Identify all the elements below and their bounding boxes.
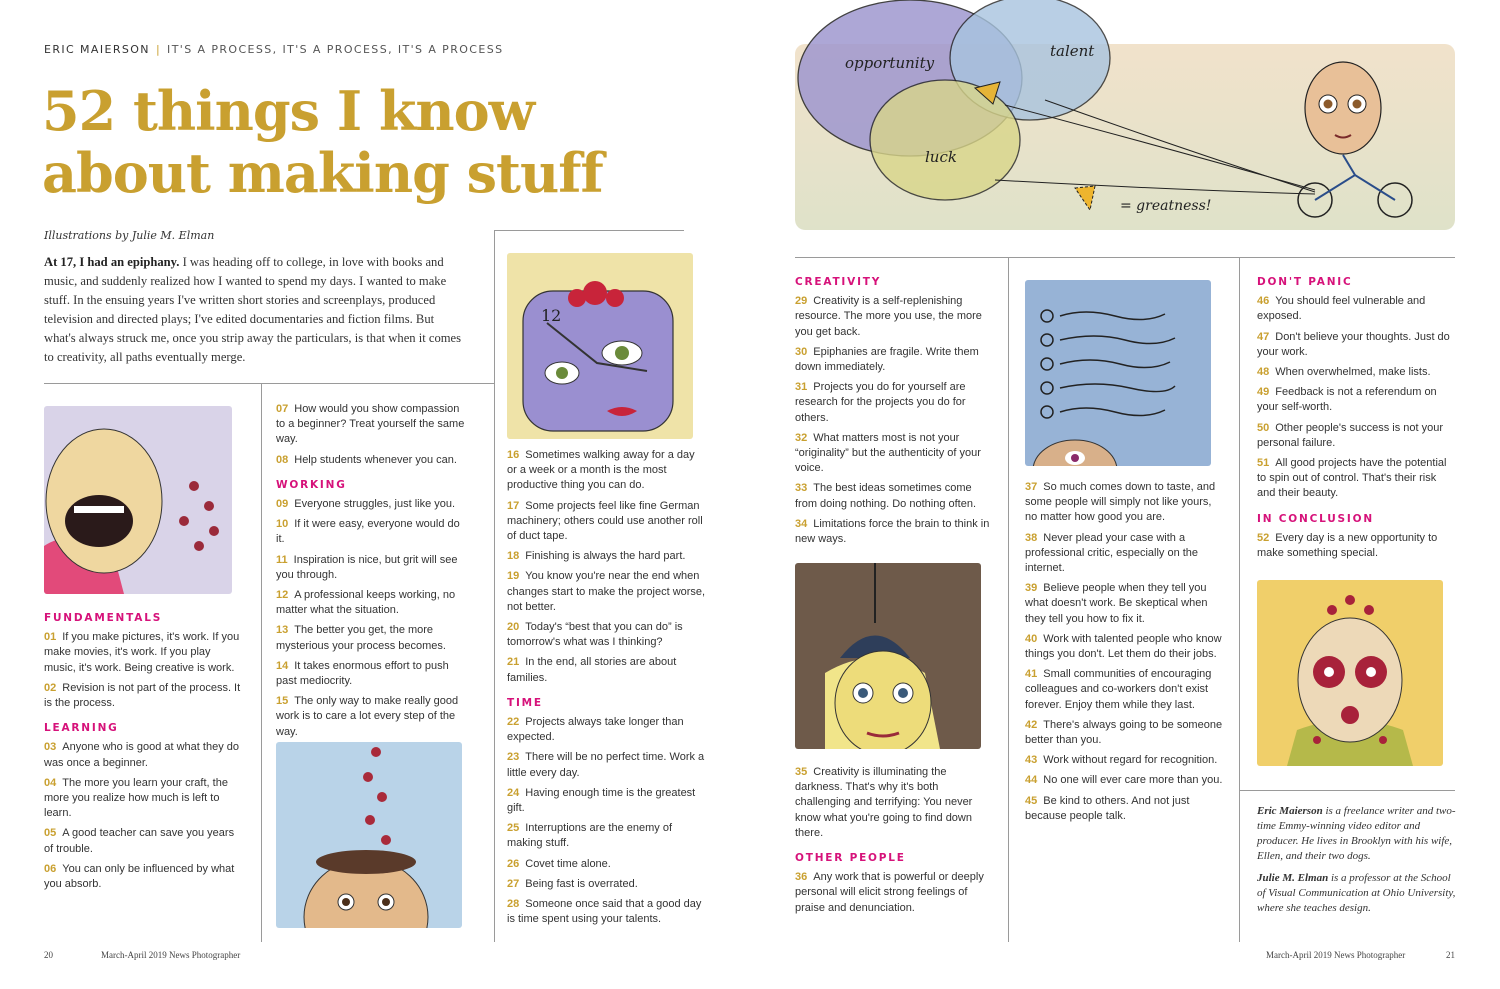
kicker-series: IT'S A PROCESS, IT'S A PROCESS, IT'S A PROCESS <box>167 43 504 56</box>
item-text: So much comes down to taste, and some people will simply not like yours, no matter how good you are. <box>1025 481 1216 524</box>
item-number: 45 <box>1025 794 1038 807</box>
item-number: 35 <box>795 766 808 778</box>
list-item-05 <box>44 826 244 856</box>
list-item-11 <box>276 553 471 583</box>
section-heading-working: WORKING <box>276 478 347 491</box>
column-working <box>276 402 471 745</box>
list-item-49 <box>1257 385 1457 415</box>
item-number: 50 <box>1257 421 1270 434</box>
rule-col3-left <box>494 230 495 942</box>
page-number-left: 20 <box>44 950 53 960</box>
rule-col5-left <box>1008 257 1009 942</box>
item-number: 41 <box>1025 668 1038 681</box>
item-number: 24 <box>507 786 520 799</box>
item-text: Don't believe your thoughts. Just do your work. <box>1257 330 1450 358</box>
list-item-22 <box>507 715 707 745</box>
item-number: 04 <box>44 776 57 789</box>
intro-body: I was heading off to college, in love with books and music, and suddenly realized how I wanted to spend my days. I wanted to make stuff. In the ensuing years I've written short stories and screenplays, produced television and directed plays; I've edited documentaries and fiction films. But what's always struck me, once you strip away the particulars, is that when it comes to creativity, all paths eventually merge. <box>44 255 462 364</box>
bio-julie-text: is a professor at the School of Visual Communication at Ohio University, where she teaches design. <box>1257 872 1456 914</box>
item-number: 16 <box>507 449 520 461</box>
item-text: Interruptions are the enemy of making stuff. <box>507 822 672 850</box>
item-number: 11 <box>276 553 288 566</box>
item-number: 51 <box>1257 457 1270 470</box>
item-number: 37 <box>1025 481 1038 493</box>
illustration-shouting-face-drawing <box>44 406 232 594</box>
list-item-12 <box>276 588 471 618</box>
item-text: Someone once said that a good day is time spent using your talents. <box>507 898 702 926</box>
item-text: It takes enormous effort to push past mediocrity. <box>276 659 449 688</box>
column-creativity <box>795 275 995 552</box>
kicker-divider: | <box>155 43 162 56</box>
rule-bio-top <box>1239 790 1455 791</box>
item-text: Projects always take longer than expected. <box>507 716 684 744</box>
item-number: 38 <box>1025 531 1038 544</box>
item-number: 10 <box>276 518 289 531</box>
section-heading-fundamentals: FUNDAMENTALS <box>44 612 163 624</box>
illustration-flowers-rising <box>276 742 462 928</box>
title-line-1: 52 things I know <box>42 79 535 143</box>
item-text: The more you learn your craft, the more you realize how much is left to learn. <box>44 776 228 820</box>
list-item-48 <box>1257 365 1457 380</box>
item-text: If you make pictures, it's work. If you make movies, it's work. If you play music, it's work. Being creative is work. <box>44 631 240 674</box>
item-number: 23 <box>507 751 520 764</box>
item-number: 52 <box>1257 531 1270 544</box>
item-number: 15 <box>276 695 289 708</box>
item-text: Work with talented people who know things you don't. Let them do their jobs. <box>1025 632 1222 661</box>
illustration-credit: Illustrations by Julie M. Elman <box>44 229 215 242</box>
item-number: 09 <box>276 498 289 511</box>
item-text: Other people's success is not your personal failure. <box>1257 421 1444 449</box>
item-number: 01 <box>44 631 57 644</box>
section-heading-learning: LEARNING <box>44 722 119 735</box>
item-text: You should feel vulnerable and exposed. <box>1257 295 1426 323</box>
list-item-18 <box>507 549 707 564</box>
list-item-43 <box>1025 753 1225 768</box>
list-item-25 <box>507 821 707 851</box>
list-item-27 <box>507 877 707 892</box>
item-text: Help students whenever you can. <box>294 453 457 466</box>
publication-left: March-April 2019 News Photographer <box>101 950 241 960</box>
title-line-2: about making stuff <box>42 141 603 205</box>
article-title <box>42 80 762 204</box>
item-number: 46 <box>1257 295 1270 308</box>
item-text: You know you're near the end when changes start to make the project worse, not better. <box>507 570 706 613</box>
illustration-flower-eyes-drawing <box>1257 580 1443 766</box>
kicker-author: ERIC MAIERSON <box>44 43 150 56</box>
list-item-28 <box>507 897 707 927</box>
column-time <box>507 448 707 932</box>
item-text: Work without regard for recognition. <box>1043 754 1218 767</box>
item-number: 05 <box>44 827 57 840</box>
item-number: 25 <box>507 822 520 835</box>
item-text: A professional keeps working, no matter what the situation. <box>276 589 456 617</box>
item-number: 27 <box>507 877 520 890</box>
item-number: 42 <box>1025 718 1038 731</box>
list-item-36 <box>795 870 995 916</box>
item-text: No one will ever care more than you. <box>1043 774 1223 787</box>
item-text: Sometimes walking away for a day or a week or a month is the most productive thing you can do. <box>507 449 695 492</box>
author-bios <box>1257 804 1457 923</box>
list-item-16 <box>507 448 707 494</box>
list-item-42 <box>1025 718 1225 748</box>
list-item-38 <box>1025 531 1225 577</box>
item-number: 32 <box>795 431 808 444</box>
section-heading-don-t-panic: DON'T PANIC <box>1257 276 1353 288</box>
item-number: 02 <box>44 681 57 694</box>
item-text: Projects you do for yourself are research for the projects you do for others. <box>795 381 966 424</box>
hero-label-luck: luck <box>925 148 957 166</box>
item-text: Everyone struggles, just like you. <box>294 498 456 511</box>
item-text: You can only be influenced by what you absorb. <box>44 862 235 891</box>
rule-col6-left <box>1239 257 1240 942</box>
item-number: 34 <box>795 517 808 530</box>
hero-balloon-illustration <box>795 0 1455 230</box>
item-text: The only way to make really good work is to care a lot every step of the way. <box>276 695 459 738</box>
item-number: 33 <box>795 482 808 495</box>
list-item-09 <box>276 497 471 512</box>
item-text: There's always going to be someone better than you. <box>1025 718 1223 747</box>
hero-label-opportunity: opportunity <box>845 54 935 72</box>
item-number: 19 <box>507 570 520 583</box>
illustration-flowers-rising-drawing <box>276 742 462 928</box>
item-number: 49 <box>1257 386 1270 399</box>
item-number: 48 <box>1257 366 1270 379</box>
item-number: 21 <box>507 656 520 669</box>
rule-intro-bottom <box>44 383 494 384</box>
illustration-clock-face-drawing <box>507 253 693 439</box>
hero-balloon-drawing <box>795 0 1455 230</box>
item-text: Creativity is illuminating the darkness. That's why it's both challenging and terrifying: You never know what you're going to find down there. <box>795 766 973 839</box>
list-item-26 <box>507 857 707 872</box>
list-item-39 <box>1025 581 1225 627</box>
item-number: 43 <box>1025 754 1038 767</box>
item-number: 39 <box>1025 582 1038 595</box>
item-number: 22 <box>507 716 520 729</box>
column-dont-panic <box>1257 275 1457 566</box>
list-item-19 <box>507 569 707 615</box>
list-item-40 <box>1025 632 1225 662</box>
list-item-30 <box>795 345 995 375</box>
illustration-clock-face <box>507 253 693 439</box>
list-item-46 <box>1257 294 1457 324</box>
item-text: In the end, all stories are about families. <box>507 656 677 684</box>
list-item-07 <box>276 402 471 448</box>
list-item-08 <box>276 453 471 468</box>
item-text: Never plead your case with a professional critic, especially on the internet. <box>1025 531 1199 575</box>
item-text: Some projects feel like fine German machinery; others could use another roll of duct tape. <box>507 499 703 543</box>
item-text: How would you show compassion to a beginner? Treat yourself the same way. <box>276 403 465 446</box>
bio-julie-name: Julie M. Elman <box>1257 872 1329 884</box>
item-text: Creativity is a self-replenishing resource. The more you use, the more you get back. <box>795 295 982 338</box>
item-text: The best ideas sometimes come from doing nothing. Do nothing often. <box>795 482 977 510</box>
bio-eric <box>1257 804 1457 864</box>
item-text: Anyone who is good at what they do was once a beginner. <box>44 741 239 769</box>
column-taste <box>1025 480 1225 829</box>
list-item-15 <box>276 694 471 740</box>
item-number: 26 <box>507 857 520 870</box>
item-text: Limitations force the brain to think in new ways. <box>795 517 990 546</box>
intro-lead: At 17, I had an epiphany. <box>44 255 180 269</box>
section-heading-creativity: CREATIVITY <box>795 276 882 288</box>
item-text: Having enough time is the greatest gift. <box>507 786 696 815</box>
list-item-01 <box>44 630 244 676</box>
rule-col2-left <box>261 383 262 942</box>
list-item-21 <box>507 655 707 685</box>
list-item-10 <box>276 517 471 547</box>
item-number: 17 <box>507 499 520 512</box>
item-number: 47 <box>1257 330 1270 343</box>
list-item-34 <box>795 517 995 547</box>
item-number: 14 <box>276 659 289 672</box>
item-text: Be kind to others. And not just because people talk. <box>1025 794 1190 822</box>
list-item-29 <box>795 294 995 340</box>
item-number: 20 <box>507 621 520 634</box>
publication-right: March-April 2019 News Photographer <box>1266 950 1406 960</box>
item-text: There will be no perfect time. Work a little every day. <box>507 751 705 779</box>
item-text: When overwhelmed, make lists. <box>1275 366 1431 379</box>
item-text: Any work that is powerful or deeply personal will elicit strong feelings of praise and denunciation. <box>795 871 984 914</box>
list-item-06 <box>44 862 244 892</box>
list-item-02 <box>44 681 244 711</box>
list-item-17 <box>507 499 707 545</box>
item-number: 03 <box>44 741 57 754</box>
item-text: Finishing is always the hard part. <box>525 550 686 563</box>
list-item-45 <box>1025 794 1225 824</box>
list-item-50 <box>1257 421 1457 451</box>
list-item-31 <box>795 380 995 426</box>
rule-right-top <box>795 257 1455 258</box>
item-number: 06 <box>44 862 57 875</box>
article-kicker <box>44 43 504 56</box>
bio-eric-text: is a freelance writer and two-time Emmy-winning video editor and producer. He lives in Brooklyn with his wife, Ellen, and their two dogs. <box>1257 805 1456 862</box>
section-heading-in-conclusion: IN CONCLUSION <box>1257 512 1374 525</box>
item-number: 13 <box>276 624 289 637</box>
list-item-24 <box>507 786 707 816</box>
item-text: What matters most is not your “originality” but the authenticity of your voice. <box>795 431 981 475</box>
item-text: Believe people when they tell you what doesn't work. Be skeptical when they tell you how to fix it. <box>1025 582 1208 625</box>
item-text: A good teacher can save you years of trouble. <box>44 827 235 855</box>
item-number: 30 <box>795 345 808 358</box>
section-heading-other-people: OTHER PEOPLE <box>795 852 906 865</box>
rule-top-col3 <box>494 230 684 231</box>
list-item-20 <box>507 620 707 650</box>
list-item-52 <box>1257 531 1457 561</box>
list-item-23 <box>507 750 707 780</box>
item-text: Today's “best that you can do” is tomorrow's what was I thinking? <box>507 621 683 649</box>
item-text: Being fast is overrated. <box>525 877 638 890</box>
illustration-lamp-face <box>795 563 981 749</box>
item-text: Inspiration is nice, but grit will see you through. <box>276 553 458 581</box>
item-number: 28 <box>507 898 520 911</box>
item-number: 18 <box>507 550 520 563</box>
illustration-shouting-face <box>44 406 232 594</box>
item-text: Epiphanies are fragile. Write them down immediately. <box>795 345 979 374</box>
item-number: 07 <box>276 403 289 415</box>
item-text: Every day is a new opportunity to make something special. <box>1257 531 1438 560</box>
item-number: 36 <box>795 871 808 884</box>
hero-label-greatness: = greatness! <box>1120 198 1212 214</box>
list-item-51 <box>1257 456 1457 502</box>
list-item-03 <box>44 740 244 770</box>
item-text: All good projects have the potential to spin out of control. That's their risk and their beauty. <box>1257 457 1447 500</box>
illustration-checklist <box>1025 280 1211 466</box>
item-number: 31 <box>795 381 808 394</box>
item-text: Revision is not part of the process. It is the process. <box>44 681 241 710</box>
item-text: Covet time alone. <box>525 857 611 870</box>
hero-label-talent: talent <box>1050 42 1095 60</box>
column-fundamentals-learning <box>44 611 244 897</box>
item-number: 29 <box>795 295 808 308</box>
item-text: Small communities of encouraging colleagues and co-workers don't exist forever. Enjoy them while they last. <box>1025 668 1212 711</box>
section-heading-time: TIME <box>507 696 543 709</box>
list-item-13 <box>276 623 471 653</box>
item-number: 44 <box>1025 774 1038 787</box>
item-number: 08 <box>276 453 289 466</box>
svg-text:12: 12 <box>541 306 562 325</box>
item-text: The better you get, the more mysterious your process becomes. <box>276 624 446 652</box>
illustration-checklist-drawing <box>1025 280 1211 466</box>
list-item-37 <box>1025 480 1225 526</box>
bio-julie <box>1257 871 1457 916</box>
list-item-14 <box>276 659 471 689</box>
item-text: Feedback is not a referendum on your self-worth. <box>1257 386 1437 414</box>
list-item-47 <box>1257 330 1457 360</box>
intro-paragraph <box>44 253 464 367</box>
page-number-right: 21 <box>1446 950 1455 960</box>
item-number: 12 <box>276 589 289 602</box>
list-item-35 <box>795 765 995 841</box>
illustration-flower-eyes <box>1257 580 1443 766</box>
illustration-lamp-face-drawing <box>795 563 981 749</box>
list-item-32 <box>795 431 995 477</box>
list-item-33 <box>795 481 995 511</box>
list-item-04 <box>44 776 244 822</box>
column-other-people <box>795 765 995 921</box>
list-item-44 <box>1025 773 1225 788</box>
item-number: 40 <box>1025 632 1038 645</box>
item-text: If it were easy, everyone would do it. <box>276 518 460 546</box>
list-item-41 <box>1025 667 1225 713</box>
bio-eric-name: Eric Maierson <box>1257 805 1323 817</box>
